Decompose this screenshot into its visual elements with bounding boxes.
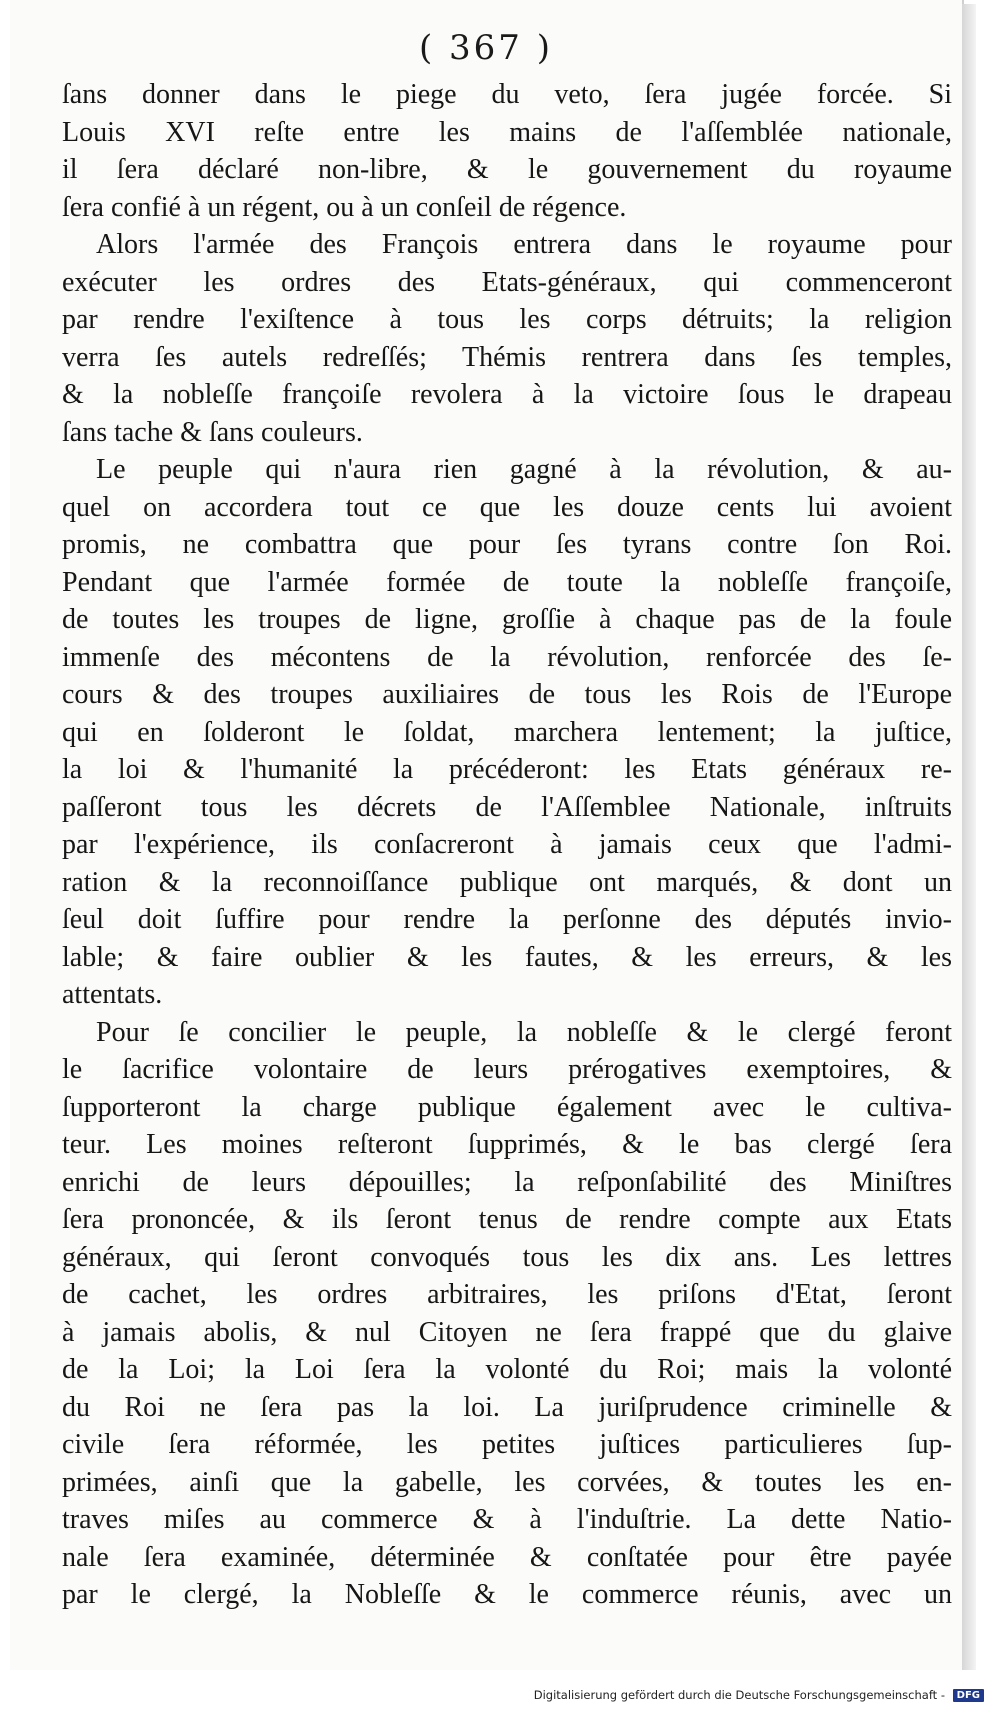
text-line: par l'expérience, ils conſacreront à jamais ceux que l'admi-: [62, 829, 952, 860]
text-line: immenſe des mécontens de la révolution, renforcée des ſe-: [62, 641, 952, 673]
text-line: le ſacrifice volontaire de leurs prérogatives exemptoires, &: [62, 1054, 952, 1085]
text-line: teur. Les moines reſteront ſupprimés, & le bas clergé ſera: [62, 1129, 952, 1160]
text-line: civile ſera réformée, les petites juſtices particulieres ſup-: [62, 1429, 952, 1460]
text-line: attentats.: [62, 979, 163, 1010]
text-line: ſera confié à un régent, ou à un conſeil de régence.: [62, 191, 627, 223]
text-line: ſans donner dans le piege du veto, ſera jugée forcée. Si: [62, 79, 952, 110]
text-line: quel on accordera tout ce que les douze cents lui avoient: [62, 491, 952, 523]
text-line: ſupporteront la charge publique également avec le cultiva-: [62, 1091, 952, 1123]
text-line: exécuter les ordres des Etats-généraux, qui commenceront: [62, 266, 952, 298]
book-page: [10, 0, 964, 1670]
text-line: à jamais abolis, & nul Citoyen ne ſera frappé que du glaive: [62, 1316, 952, 1348]
text-line: du Roi ne ſera pas la loi. La juriſprudence criminelle &: [62, 1391, 952, 1423]
page-number: ( 367 ): [418, 28, 554, 68]
text-line: Alors l'armée des François entrera dans le royaume pour: [96, 229, 952, 260]
page-edge-shadow: [962, 4, 976, 1670]
footer-credit: Digitalisierung gefördert durch die Deutsche Forschungsgemeinschaft -: [533, 1688, 945, 1702]
text-line: nale ſera examinée, déterminée & conſtatée pour être payée: [62, 1541, 952, 1573]
text-line: par le clergé, la Nobleſſe & le commerce réunis, avec un: [62, 1579, 952, 1610]
text-line: ſera prononcée, & ils ſeront tenus de rendre compte aux Etats: [62, 1204, 952, 1235]
text-line: lable; & faire oublier & les fautes, & les erreurs, & les: [62, 941, 952, 973]
text-line: ration & la reconnoiſſance publique ont marqués, & dont un: [62, 866, 952, 898]
text-line: qui en ſolderont le ſoldat, marchera lentement; la juſtice,: [62, 716, 952, 748]
text-line: la loi & l'humanité la précéderont: les Etats généraux re-: [62, 754, 952, 785]
text-line: enrichi de leurs dépouilles; la reſponſabilité des Miniſtres: [62, 1166, 952, 1198]
text-line: de cachet, les ordres arbitraires, les priſons d'Etat, ſeront: [62, 1279, 952, 1310]
text-line: de la Loi; la Loi ſera la volonté du Roi; mais la volonté: [62, 1354, 952, 1385]
text-line: par rendre l'exiſtence à tous les corps détruits; la religion: [62, 304, 952, 335]
text-line: verra ſes autels redreſſés; Thémis rentrera dans ſes temples,: [62, 341, 952, 373]
dfg-logo: DFG: [953, 1689, 984, 1702]
text-line: & la nobleſſe françoiſe revolera à la victoire ſous le drapeau: [62, 379, 952, 410]
text-line: traves miſes au commerce & à l'induſtrie. La dette Natio-: [62, 1504, 952, 1535]
text-line: il ſera déclaré non-libre, & le gouvernement du royaume: [62, 154, 952, 185]
text-line: cours & des troupes auxiliaires de tous les Rois de l'Europe: [62, 679, 952, 710]
text-line: ſans tache & ſans couleurs.: [62, 416, 363, 448]
text-line: ſeul doit ſuffire pour rendre la perſonne des députés invio-: [62, 904, 952, 935]
text-line: primées, ainſi que la gabelle, les corvées, & toutes les en-: [62, 1466, 952, 1498]
text-line: généraux, qui ſeront convoqués tous les dix ans. Les lettres: [62, 1241, 952, 1273]
text-line: paſſeront tous les décrets de l'Aſſemblee Nationale, inſtruits: [62, 791, 952, 823]
text-line: promis, ne combattra que pour ſes tyrans contre ſon Roi.: [62, 529, 952, 560]
text-line: Le peuple qui n'aura rien gagné à la révolution, & au-: [96, 454, 952, 485]
text-line: Pour ſe concilier le peuple, la nobleſſe & le clergé feront: [96, 1016, 952, 1048]
text-line: Pendant que l'armée formée de toute la nobleſſe françoiſe,: [62, 566, 952, 598]
text-line: Louis XVI reſte entre les mains de l'aſſemblée nationale,: [62, 116, 952, 148]
text-line: de toutes les troupes de ligne, groſſie à chaque pas de la foule: [62, 604, 952, 635]
digitization-footer: [0, 1688, 1000, 1702]
page-text: [62, 76, 952, 1614]
